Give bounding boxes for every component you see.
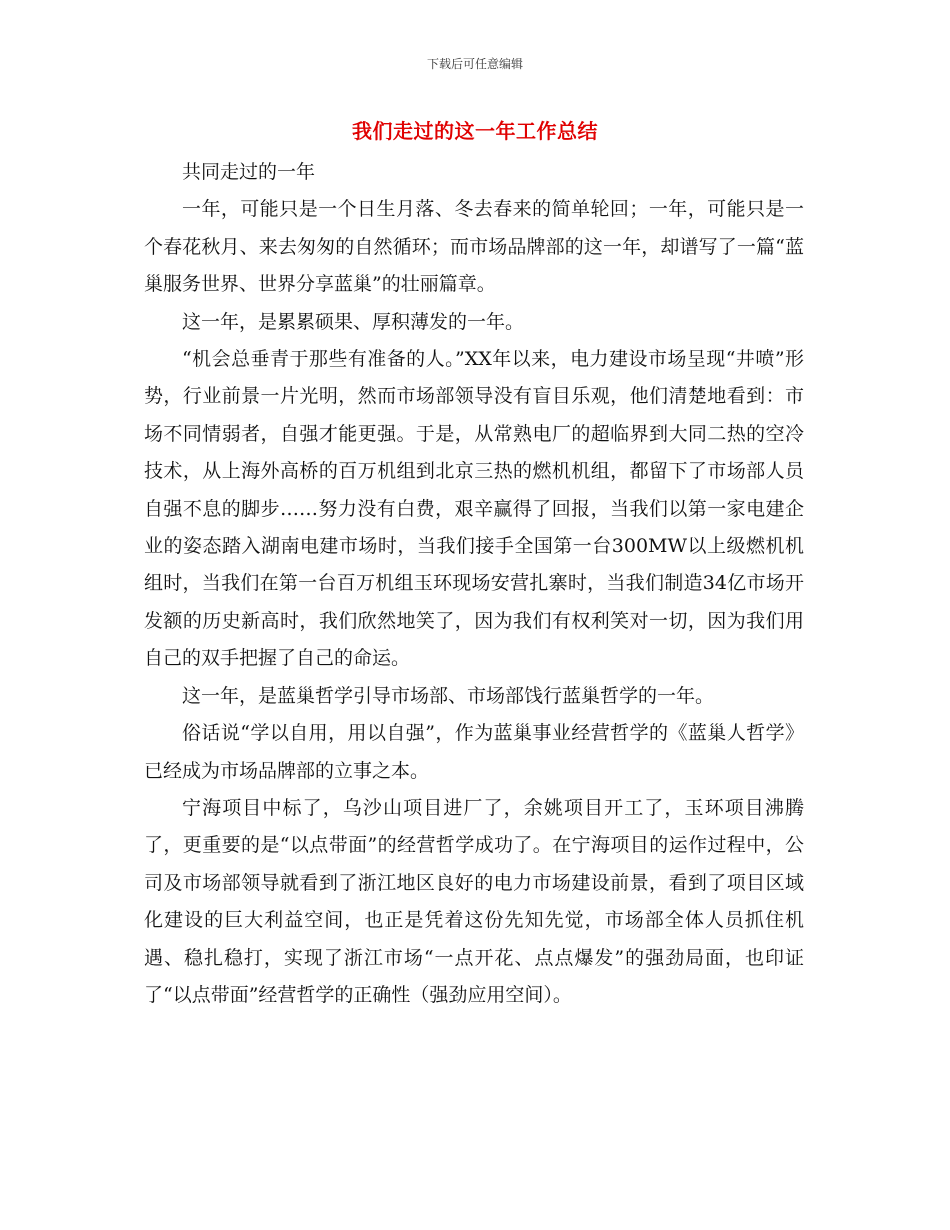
header-note: 下载后可任意编辑 (426, 57, 523, 71)
paragraph: 一年，可能只是一个日生月落、冬去春来的简单轮回；一年，可能只是一个春花秋月、来去匆匆的自然循环；而市场品牌部的这一年，却谱写了一篇“蓝巢服务世界、世界分享蓝巢”的壮丽篇章。 (144, 198, 804, 296)
paragraph: 俗话说“学以自用，用以自强”，作为蓝巢事业经营哲学的《蓝巢人哲学》已经成为市场品牌部的立事之本。 (144, 722, 804, 782)
paragraph: 共同走过的一年 (182, 161, 316, 183)
document-body (144, 154, 804, 1014)
document-title: 我们走过的这一年工作总结 (352, 119, 598, 143)
paragraph: 这一年，是累累硕果、厚积薄发的一年。 (182, 310, 525, 333)
paragraph: “机会总垂青于那些有准备的人。”XX年以来，电力建设市场呈现“井喷”形势，行业前景一片光明，然而市场部领导没有盲目乐观，他们清楚地看到：市场不同情弱者，自强才能更强。于是，从常熟电厂的超临界到大同二热的空冷技术，从上海外高桥的百万机组到北京三热的燃机机组，都留下了市场部人员自强不息的脚步……努力没有白费，艰辛赢得了回报，当我们以第一家电建企业的姿态踏入湖南电建市场时，当我们接手全国第一台300MW以上级燃机机组时，当我们在第一台百万机组玉环现场安营扎寨时，当我们制造34亿市场开发额的历史新高时，我们欣然地笑了，因为我们有权利笑对一切，因为我们用自己的双手把握了自己的命运。 (144, 348, 804, 670)
paragraph: 这一年，是蓝巢哲学引导市场部、市场部饯行蓝巢哲学的一年。 (182, 684, 715, 707)
paragraph: 宁海项目中标了，乌沙山项目进厂了，余姚项目开工了，玉环项目沸腾了，更重要的是“以点带面”的经营哲学成功了。在宁海项目的运作过程中，公司及市场部领导就看到了浙江地区良好的电力市场建设前景，看到了项目区域化建设的巨大利益空间，也正是凭着这份先知先觉，市场部全体人员抓住机遇、稳扎稳打，实现了浙江市场“一点开花、点点爆发”的强劲局面，也印证了“以点带面”经营哲学的正确性（强劲应用空间）。 (144, 796, 804, 1006)
